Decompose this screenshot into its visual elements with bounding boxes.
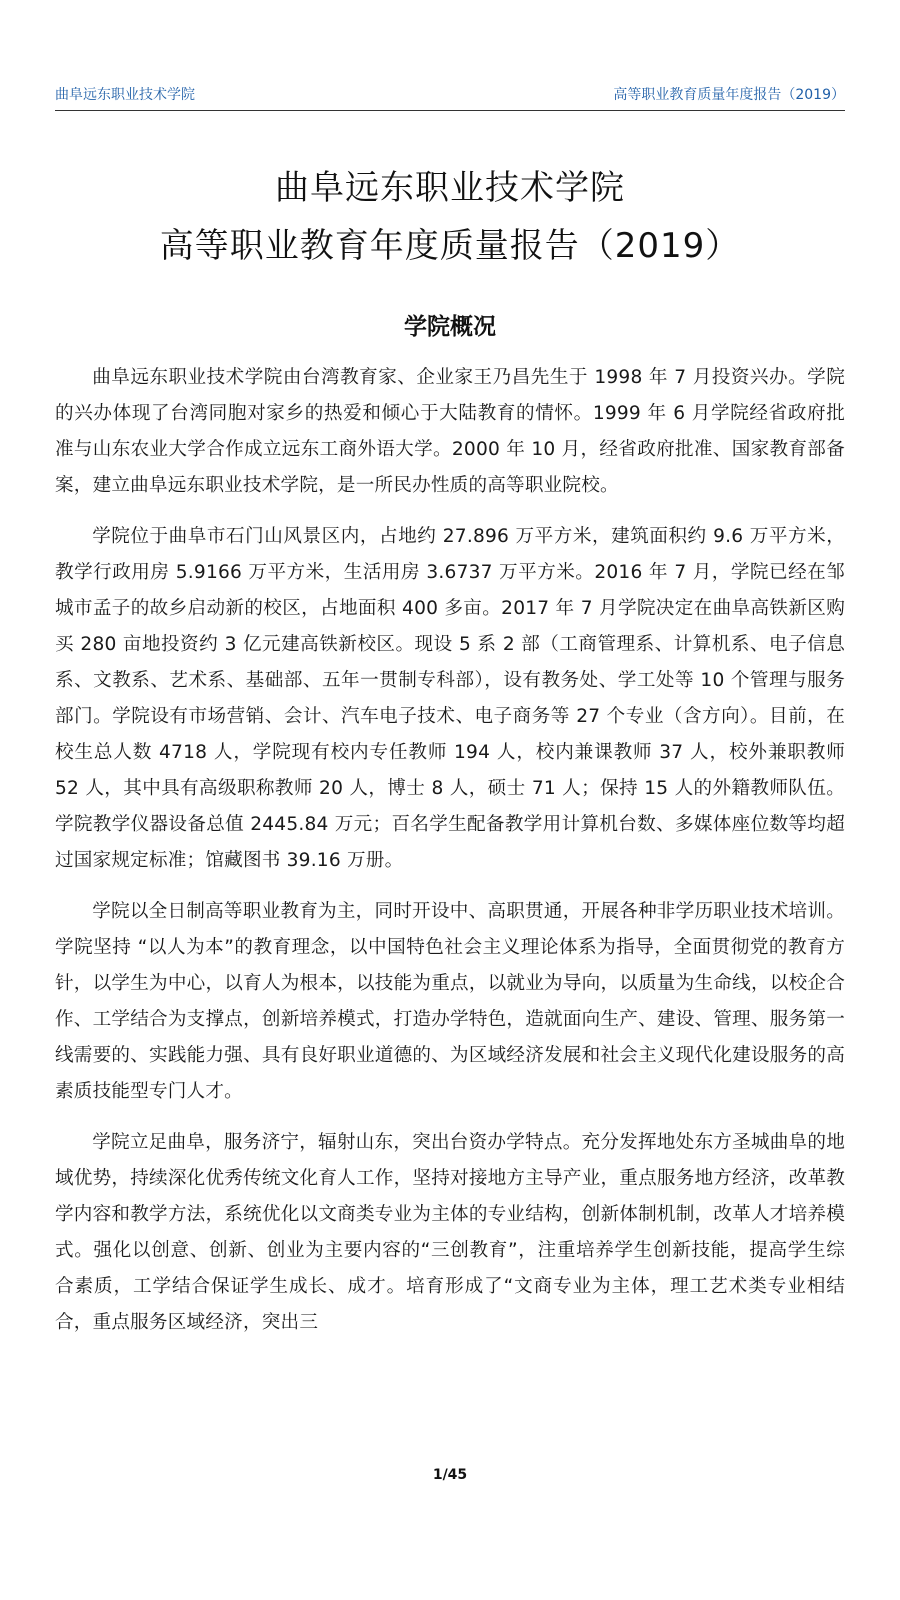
body-text — [55, 360, 845, 1356]
document-title-line-2: 高等职业教育年度质量报告（2019） — [159, 226, 741, 266]
paragraph-positioning: 学院立足曲阜，服务济宁，辐射山东，突出台资办学特点。充分发挥地处东方圣城曲阜的地域优势，持续深化优秀传统文化育人工作，坚持对接地方主导产业，重点服务地方经济，改革教学内容和教学方法，系统优化以文商类专业为主体的专业结构，创新体制机制，改革人才培养模式。强化以创意、创新、创业为主要内容的“三创教育”，注重培养学生创新技能，提高学生综合素质，工学结合保证学生成长、成才。培育形成了“文商专业为主体，理工艺术类专业相结合，重点服务区域经济，突出三 — [55, 1132, 845, 1333]
paragraph-campus-facts: 学院位于曲阜市石门山风景区内，占地约 27.896 万平方米，建筑面积约 9.6 万平方米，教学行政用房 5.9166 万平方米，生活用房 3.6737 万平方米。2016 年 7 月，学院已经在邹城市孟子的故乡启动新的校区，占地面积 400 多亩。2017 年 7 月学院决定在曲阜高铁新区购买 280 亩地投资约 3 亿元建高铁新校区。现设 5 系 2 部（工商管理系、计算机系、电子信息系、文教系、艺术系、基础部、五年一贯制专科部），设有教务处、学工处等 10 个管理与服务部门。学院设有市场营销、会计、汽车电子技术、电子商务等 27 个专业（含方向）。目前，在校生总人数 4718 人，学院现有校内专任教师 194 人，校内兼课教师 37 人，校外兼职教师 52 人，其中具有高级职称教师 20 人，博士 8 人，硕士 71 人；保持 15 人的外籍教师队伍。学院教学仪器设备总值 2445.84 万元；百名学生配备教学用计算机台数、多媒体座位数等均超过国家规定标准；馆藏图书 39.16 万册。 — [55, 526, 845, 871]
document-title-line-1: 曲阜远东职业技术学院 — [275, 168, 625, 208]
paragraph-intro: 曲阜远东职业技术学院由台湾教育家、企业家王乃昌先生于 1998 年 7 月投资兴办。学院的兴办体现了台湾同胞对家乡的热爱和倾心于大陆教育的情怀。1999 年 6 月学院经省政府批准与山东农业大学合作成立远东工商外语大学。2000 年 10 月，经省政府批准、国家教育部备案，建立曲阜远东职业技术学院，是一所民办性质的高等职业院校。 — [55, 367, 845, 496]
header-institution-name: 曲阜远东职业技术学院 — [55, 87, 195, 103]
paragraph-education-philosophy: 学院以全日制高等职业教育为主，同时开设中、高职贯通，开展各种非学历职业技术培训。学院坚持 “以人为本”的教育理念，以中国特色社会主义理论体系为指导，全面贯彻党的教育方针，以学生为中心，以育人为根本，以技能为重点，以就业为导向，以质量为生命线，以校企合作、工学结合为支撑点，创新培养模式，打造办学特色，造就面向生产、建设、管理、服务第一线需要的、实践能力强、具有良好职业道德的、为区域经济发展和社会主义现代化建设服务的高素质技能型专门人才。 — [55, 901, 845, 1102]
header-report-title: 高等职业教育质量年度报告（2019） — [613, 87, 845, 103]
section-heading: 学院概况 — [404, 314, 496, 340]
page-number: 1/45 — [432, 1467, 468, 1483]
page-header — [55, 84, 845, 111]
